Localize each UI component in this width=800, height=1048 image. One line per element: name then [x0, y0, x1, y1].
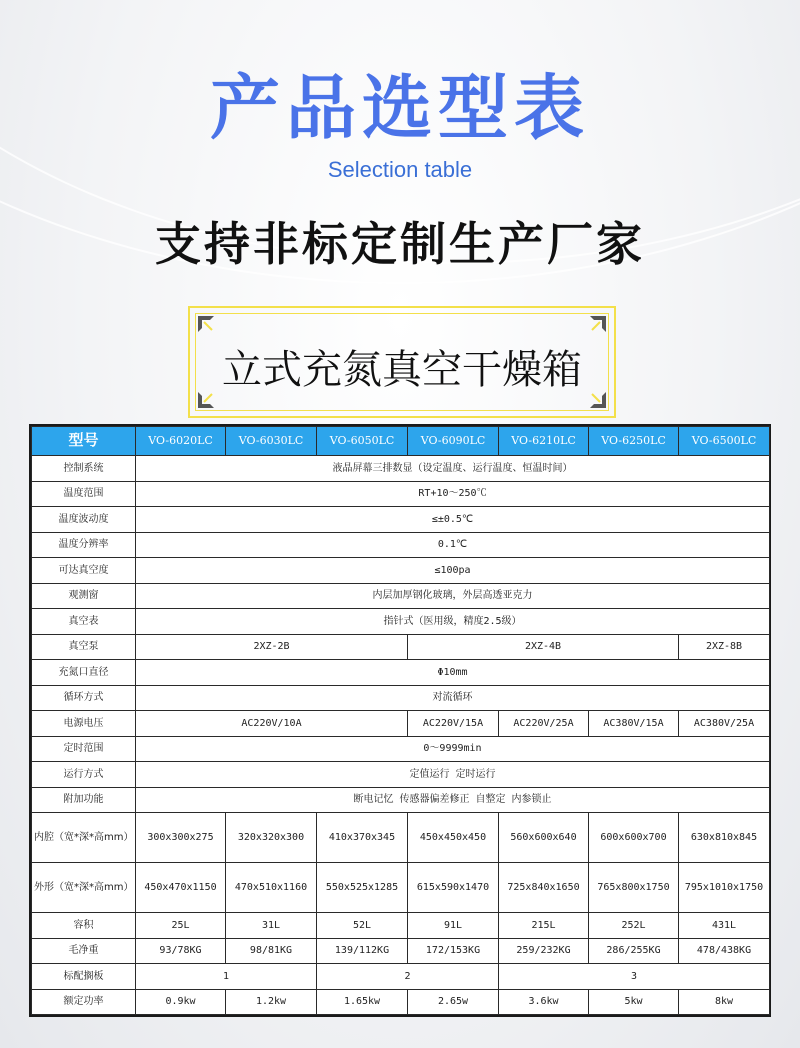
page-title: 产品选型表 [210, 66, 590, 149]
table-cell: Φ10mm [136, 660, 770, 686]
table-row [32, 609, 770, 635]
table-cell: 0～9999min [136, 736, 770, 762]
table-row [32, 964, 770, 990]
table-cell: 450x450x450 [408, 813, 499, 863]
table-cell: 172/153KG [408, 938, 499, 964]
table-cell: 液晶屏幕三排数显（设定温度、运行温度、恒温时间） [136, 456, 770, 482]
row-label: 定时范围 [32, 736, 136, 762]
header-model: VO-6210LC [499, 427, 589, 456]
row-label: 充氮口直径 [32, 660, 136, 686]
page-subtitle: Selection table [327, 157, 473, 182]
table-cell: 2.65w [408, 989, 499, 1015]
header-model: VO-6250LC [589, 427, 679, 456]
header-model: VO-6050LC [317, 427, 408, 456]
table-row [32, 507, 770, 533]
table-cell: 93/78KG [136, 938, 226, 964]
row-label: 运行方式 [32, 762, 136, 788]
table-row [32, 989, 770, 1015]
row-label: 容积 [32, 913, 136, 939]
table-cell: 2XZ-4B [408, 634, 679, 660]
table-cell: 1 [136, 964, 317, 990]
table-row [32, 634, 770, 660]
table-cell: 215L [499, 913, 589, 939]
table-header-row [32, 427, 770, 456]
table-cell: 300x300x275 [136, 813, 226, 863]
table-cell: AC380V/25A [679, 711, 770, 737]
table-row [32, 685, 770, 711]
table-row [32, 583, 770, 609]
table-row [32, 456, 770, 482]
table-row [32, 787, 770, 813]
corner-ornament-icon [588, 314, 608, 334]
table-cell: 478/438KG [679, 938, 770, 964]
table-cell: 550x525x1285 [317, 863, 408, 913]
table-cell: 630x810x845 [679, 813, 770, 863]
table-cell: 2XZ-2B [136, 634, 408, 660]
table-cell: 450x470x1150 [136, 863, 226, 913]
header-model: VO-6500LC [679, 427, 770, 456]
table-cell: 8kw [679, 989, 770, 1015]
row-label: 电源电压 [32, 711, 136, 737]
table-cell: 286/255KG [589, 938, 679, 964]
header-label-model: 型号 [32, 427, 136, 456]
row-label: 真空泵 [32, 634, 136, 660]
table-cell: 0.1℃ [136, 532, 770, 558]
table-cell: 259/232KG [499, 938, 589, 964]
table-row [32, 660, 770, 686]
table-cell: 0.9kw [136, 989, 226, 1015]
table-cell: AC220V/25A [499, 711, 589, 737]
row-label: 温度分辨率 [32, 532, 136, 558]
header-model: VO-6090LC [408, 427, 499, 456]
row-label: 温度范围 [32, 481, 136, 507]
row-label: 标配搁板 [32, 964, 136, 990]
table-row [32, 813, 770, 863]
row-label: 附加功能 [32, 787, 136, 813]
table-row [32, 736, 770, 762]
row-label: 可达真空度 [32, 558, 136, 584]
table-cell: 指针式（医用级，精度2.5级） [136, 609, 770, 635]
table-cell: 断电记忆 传感器偏差修正 自整定 内参锁止 [136, 787, 770, 813]
table-cell: 1.65kw [317, 989, 408, 1015]
table-cell: 431L [679, 913, 770, 939]
table-row [32, 481, 770, 507]
table-cell: 470x510x1160 [226, 863, 317, 913]
table-row [32, 532, 770, 558]
header-model: VO-6030LC [226, 427, 317, 456]
table-cell: 560x600x640 [499, 813, 589, 863]
table-cell: AC220V/10A [136, 711, 408, 737]
selection-table [29, 424, 771, 1017]
table-cell: 139/112KG [317, 938, 408, 964]
table-row [32, 913, 770, 939]
table-cell: AC380V/15A [589, 711, 679, 737]
table-cell: ≤±0.5℃ [136, 507, 770, 533]
row-label: 观测窗 [32, 583, 136, 609]
table-cell: 91L [408, 913, 499, 939]
table-cell: 31L [226, 913, 317, 939]
table-cell: 2XZ-8B [679, 634, 770, 660]
table-cell: 600x600x700 [589, 813, 679, 863]
product-name-frame [188, 306, 616, 418]
product-name: 立式充氮真空干燥箱 [222, 347, 582, 393]
table-cell: 320x320x300 [226, 813, 317, 863]
table-cell: 52L [317, 913, 408, 939]
table-cell: 25L [136, 913, 226, 939]
row-label: 控制系统 [32, 456, 136, 482]
table-cell: 725x840x1650 [499, 863, 589, 913]
table-cell: 252L [589, 913, 679, 939]
table-row [32, 938, 770, 964]
row-label: 循环方式 [32, 685, 136, 711]
table-cell: 2 [317, 964, 499, 990]
table-cell: 3 [499, 964, 770, 990]
table-row [32, 558, 770, 584]
table-cell: 410x370x345 [317, 813, 408, 863]
table-cell: ≤100pa [136, 558, 770, 584]
table-cell: 对流循环 [136, 685, 770, 711]
table-cell: 795x1010x1750 [679, 863, 770, 913]
table-row [32, 762, 770, 788]
row-label: 真空表 [32, 609, 136, 635]
table-cell: 5kw [589, 989, 679, 1015]
row-label: 外形（宽*深*高mm） [32, 863, 136, 913]
table-row [32, 863, 770, 913]
row-label: 额定功率 [32, 989, 136, 1015]
table-cell: 765x800x1750 [589, 863, 679, 913]
table-cell: 615x590x1470 [408, 863, 499, 913]
slogan: 支持非标定制生产厂家 [155, 217, 645, 271]
table-cell: 1.2kw [226, 989, 317, 1015]
row-label: 内腔（宽*深*高mm） [32, 813, 136, 863]
table-cell: 98/81KG [226, 938, 317, 964]
table-row [32, 711, 770, 737]
row-label: 温度波动度 [32, 507, 136, 533]
table-cell: 内层加厚钢化玻璃，外层高透亚克力 [136, 583, 770, 609]
corner-ornament-icon [196, 314, 216, 334]
table-cell: AC220V/15A [408, 711, 499, 737]
row-label: 毛净重 [32, 938, 136, 964]
table-cell: 定值运行 定时运行 [136, 762, 770, 788]
header-model: VO-6020LC [136, 427, 226, 456]
table-cell: RT+10～250℃ [136, 481, 770, 507]
table-cell: 3.6kw [499, 989, 589, 1015]
